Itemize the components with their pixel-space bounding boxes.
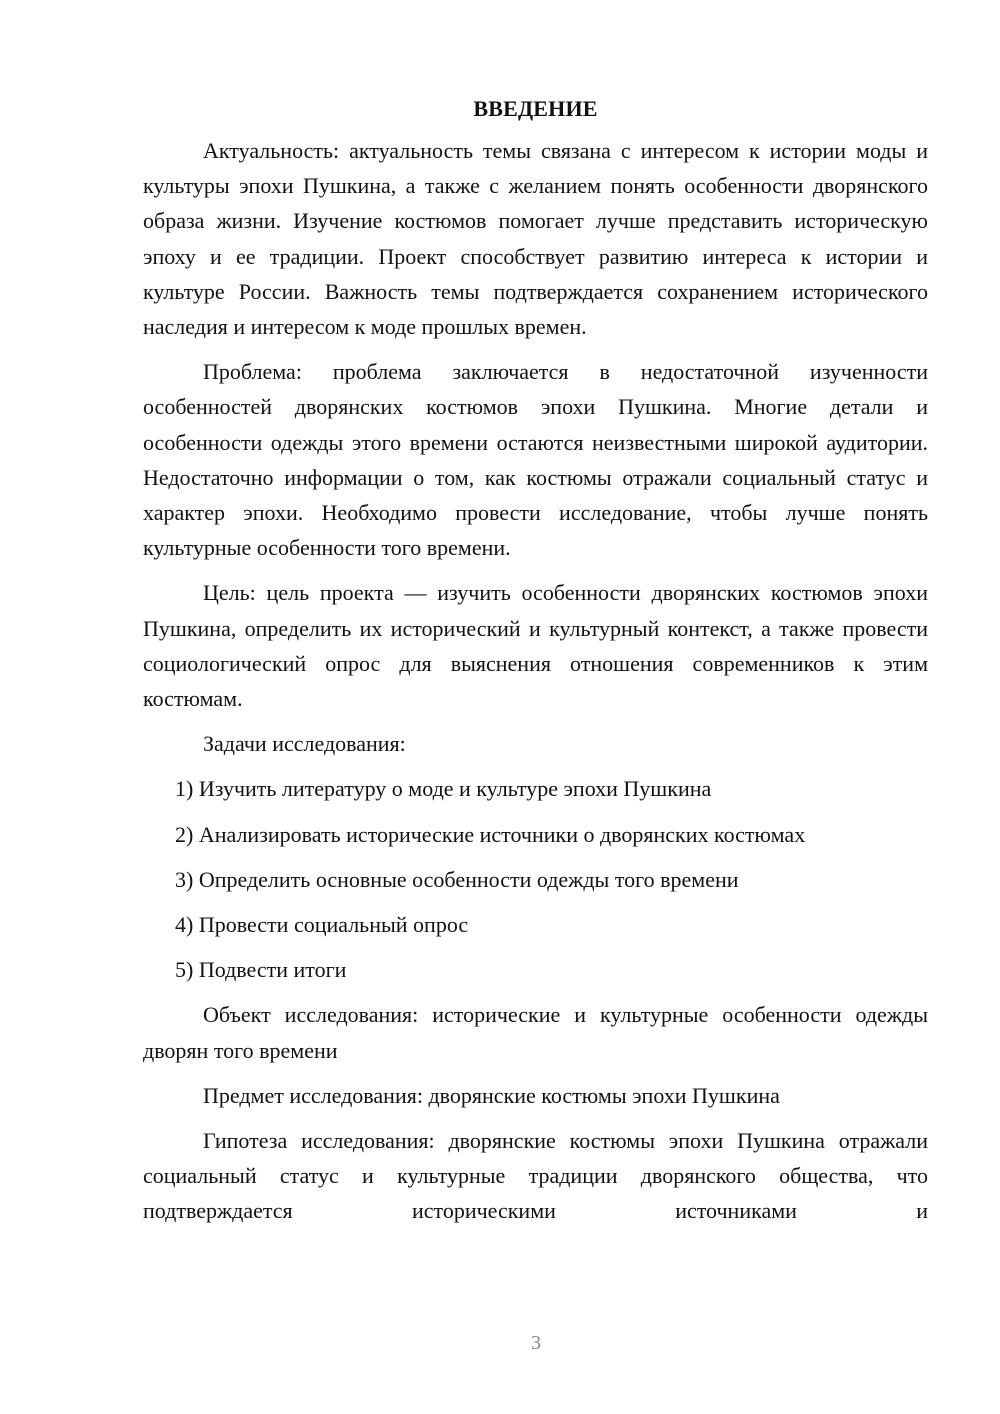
list-item: 2) Анализировать исторические источники о дворянских костюмах [175, 821, 806, 847]
list-item: 5) Подвести итоги [175, 957, 347, 983]
goal-paragraph: Цель: цель проекта — изучить особенности дворянских костюмов эпохи Пушкина, определить их исторический и культурный контекст, а также провести социологический опрос для выяснения отношения современников к этим костюмам. [143, 580, 928, 712]
document-page [143, 88, 928, 1239]
subject-paragraph: Предмет исследования: дворянские костюмы эпохи Пушкина [203, 1082, 780, 1108]
object-paragraph: Объект исследования: исторические и культурные особенности одежды дворян того времени [143, 1002, 928, 1063]
page-number: 3 [531, 1332, 541, 1354]
list-item: 4) Провести социальный опрос [175, 912, 469, 938]
list-item: 3) Определить основные особенности одежды того времени [175, 866, 739, 892]
tasks-title: Задачи исследования: [203, 731, 406, 757]
tasks-list [143, 771, 928, 987]
problem-paragraph: Проблема: проблема заключается в недостаточной изученности особенностей дворянских костюмов эпохи Пушкина. Многие детали и особенности одежды этого времени остаются неизвестными широкой аудитории. Недостаточно информации о том, как костюмы отражали социальный статус и характер эпохи. Необходимо провести исследование, чтобы лучше понять культурные особенности того времени. [143, 359, 928, 561]
relevance-paragraph: Актуальность: актуальность темы связана с интересом к истории моды и культуры эпохи Пушкина, а также с желанием понять особенности дворянского образа жизни. Изучение костюмов помогает лучше представить историческую эпоху и ее традиции. Проект способствует развитию интереса к истории и культуре России. Важность темы подтверждается сохранением исторического наследия и интересом к моде прошлых времен. [143, 138, 928, 340]
list-item: 1) Изучить литературу о моде и культуре эпохи Пушкина [175, 776, 712, 802]
section-heading: ВВЕДЕНИЕ [473, 96, 598, 121]
hypothesis-paragraph: Гипотеза исследования: дворянские костюмы эпохи Пушкина отражали социальный статус и культурные традиции дворянского общества, что подтверждается историческими источниками и [143, 1128, 928, 1224]
